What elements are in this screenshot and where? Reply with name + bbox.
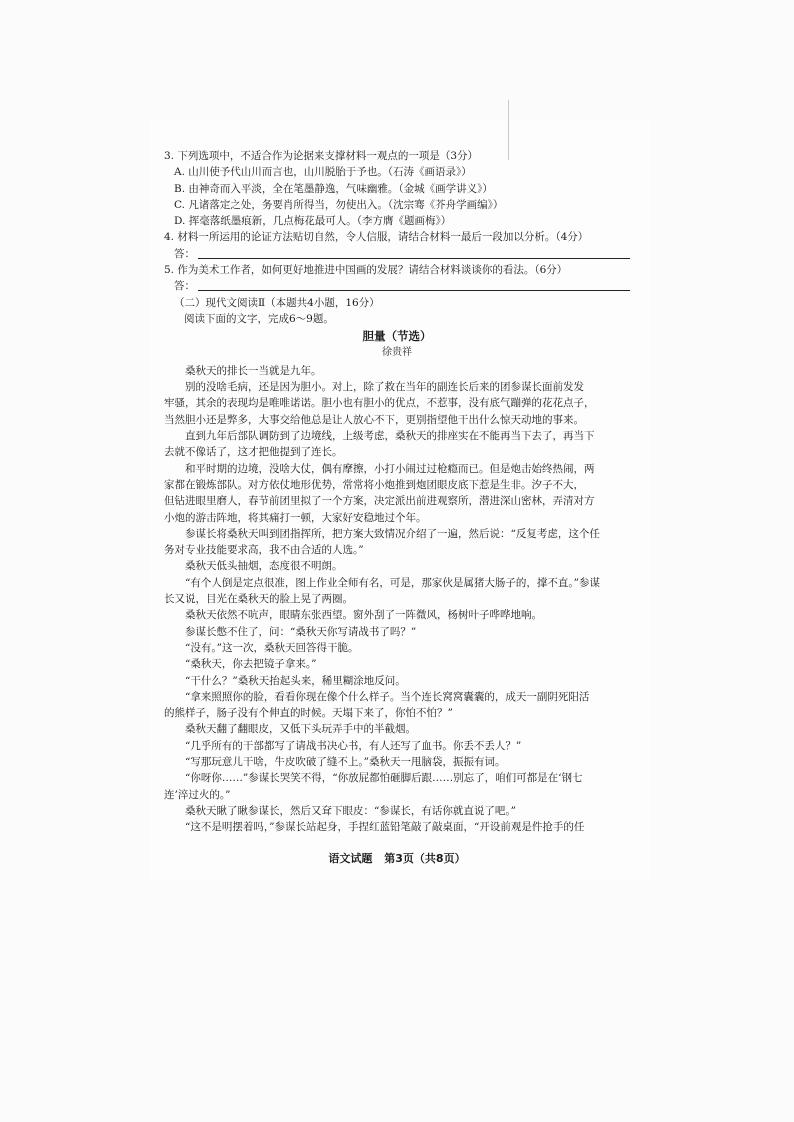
story-paragraph-line: 桑秋天依然不吭声，眼睛东张西望。窗外刮了一阵微风，杨树叶子哗哗地响。 [185,609,542,622]
exam-content [164,148,630,835]
story-continuation-line: 小炮的游击阵地，将其痛打一顿，大家好安稳地过个年。 [164,511,427,524]
story-continuation-line: 务对专业技能要求高，我不由合适的人选。” [164,544,364,557]
question-4-answer-line[interactable] [164,246,630,262]
answer-label: 答： [174,280,195,293]
question-3-option-c: C. 凡诸落定之处，务要肖所得当，勿使出入。（沈宗骞《芥舟学画编》） [174,198,504,211]
story-paragraph-line: 桑秋天低头抽烟，态度很不明朗。 [185,560,343,573]
question-4-stem: 4. 材料一所运用的论证方法贴切自然，令人信服，请结合材料一最后一段加以分析。（4分） [164,231,589,244]
story-paragraph-line: 别的没啥毛病，还是因为胆小。对上，除了救在当年的副连长后来的团参谋长面前发发 [185,381,584,394]
story-paragraph-line: “几乎所有的干部都写了请战书决心书，有人还写了血书。你丢不丢人？” [185,739,522,752]
story-author: 徐贵祥 [382,346,412,358]
story-paragraph-line: 桑秋天的排长一当就是九年。 [185,364,322,377]
question-5-stem: 5. 作为美术工作者，如何更好地推进中国画的发展？请结合材料谈谈你的看法。（6分） [164,264,568,277]
story-continuation-line: 去就不像话了，这才把他提到了连长。 [164,446,343,459]
story-body [164,363,630,836]
story-paragraph-line: “拿来照照你的脸，看看你现在像个什么样子。当个连长窝窝囊囊的，成天一副阴死阳活 [185,690,590,703]
story-continuation-line: 连’淬过火的。” [164,788,231,801]
story-title: 胆量（节选） [362,329,432,344]
question-3-stem: 3. 下列选项中，不适合作为论据来支撑材料一观点的一项是（3分） [164,150,479,162]
story-paragraph-line: “有个人倒是定点很准，图上作业全师有名，可是，那家伙是属猪大肠子的，撑不直。”参谋 [185,576,600,589]
question-3-option-d: D. 挥毫落纸墨痕新，几点梅花最可人。（李方膺《题画梅》） [174,215,452,228]
story-paragraph-line: “你呀你……”参谋长哭笑不得，“你放屁都怕砸脚后跟……别忘了，咱们可都是在‘钢七 [185,772,583,785]
section-heading: （二）现代文阅读Ⅱ（本题共4小题，16分） [174,296,380,309]
question-3-option-b: B. 由神奇而入平淡，全在笔墨静逸，气味幽雅。（金城《画学讲义》） [174,182,493,195]
story-continuation-line: 家都在锻炼部队。对方依仗地形优势，常常将小炮推到炮团眼皮底下惹是生非。汐子不大， [164,478,584,491]
answer-rule [198,258,630,259]
answer-rule [198,290,630,291]
section-instruction: 阅读下面的文字，完成6～9题。 [184,312,334,325]
story-paragraph-line: “写那玩意儿干啥，牛皮吹破了缝不上。”桑秋天一甩脑袋，振振有词。 [185,755,506,768]
story-continuation-line: 牢骚，其余的表现均是唯唯诺诺。胆小也有胆小的优点，不惹事，没有底气蹦弹的花花点子， [164,397,595,410]
story-paragraph-line: 参谋长憋不住了，问：“桑秋天你写请战书了吗？” [185,625,417,638]
question-5-answer-line[interactable] [164,278,630,294]
story-paragraph-line: 参谋长将桑秋天叫到团指挥所，把方案大致情况介绍了一遍，然后说：“反复考虑，这个任 [185,527,600,540]
story-paragraph-line: “这不是明摆着吗，”参谋长站起身，手捏红蓝铅笔敲了敲桌面，“开设前观是件抢手的任 [185,821,585,834]
footer-page-number: 第3页（共8页） [384,852,466,865]
story-paragraph-line: 桑秋天翻了翻眼皮，又低下头玩弄手中的半截烟。 [185,723,416,736]
question-3-option-a: A. 山川使予代山川而言也，山川脱胎于予也。（石涛《画语录》） [174,166,472,179]
story-paragraph-line: “没有。”这一次，桑秋天回答得干脆。 [185,641,359,654]
story-paragraph-line: “干什么？”桑秋天抬起头来，稀里糊涂地反问。 [185,674,406,687]
page-footer [0,850,794,866]
story-continuation-line: 但钻进眼里磨人，春节前团里拟了一个方案，决定派出前进观察所，潜进深山密林，弄清对方 [164,495,595,508]
story-paragraph-line: 桑秋天瞅了瞅参谋长，然后又耷下眼皮：“参谋长，有话你就直说了吧。” [185,804,516,817]
story-continuation-line: 长又说，目光在桑秋天的脸上晃了两圈。 [164,593,353,606]
footer-subject: 语文试题 [328,852,373,865]
story-continuation-line: 的熊样子，肠子没有个伸直的时候。天塌下来了，你怕不怕？” [164,707,453,720]
answer-label: 答： [174,247,195,260]
story-continuation-line: 当然胆小还是弊多，大事交给他总是让人放心不下，更别指望他干出什么惊天动地的事来。 [164,413,584,426]
story-paragraph-line: 直到九年后部队调防到了边境线，上级考虑，桑秋天的排座实在不能再当下去了，再当下 [185,430,595,443]
story-paragraph-line: “桑秋天，你去把镜子拿来。” [185,658,317,671]
story-paragraph-line: 和平时期的边境，没啥大仗，偶有摩擦，小打小闹过过枪瘾而已。但是炮击始终热闹，两 [185,462,595,475]
